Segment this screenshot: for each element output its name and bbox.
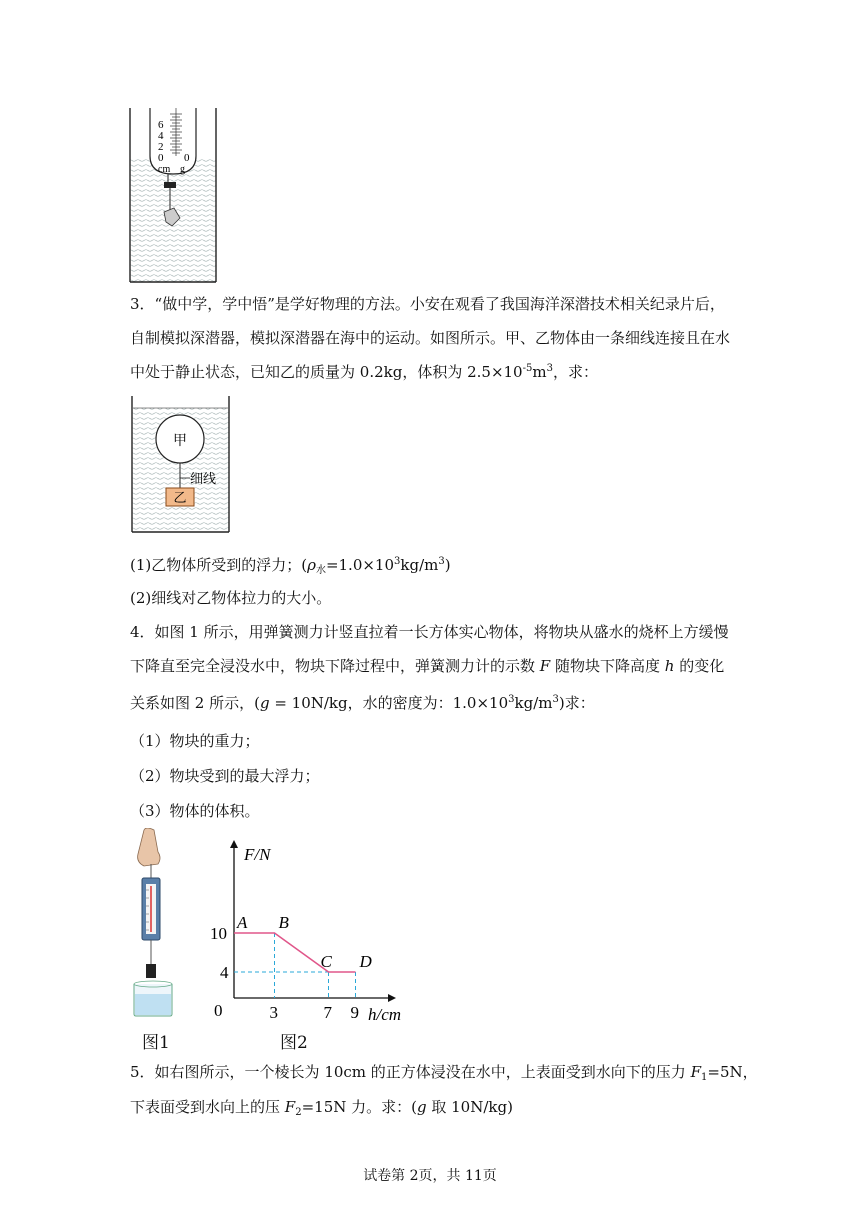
q5-line-2-text: 下表面受到水向上的压 — [130, 1098, 285, 1116]
q3-sub-1-value: =1.0×10 — [325, 556, 395, 574]
q4-sub-3: （3）物体的体积。 — [130, 802, 260, 820]
var-F1: F — [690, 1063, 701, 1081]
point-label-D: D — [359, 952, 372, 971]
q5-line-2-mid: =15N 力。求：( — [301, 1098, 417, 1116]
series-line — [234, 933, 356, 972]
q5-line-1 — [130, 1061, 758, 1083]
q3-line-2: 自制模拟深潜器，模拟深潜器在海中的运动。如图所示。甲、乙物体由一条细线连接且在水 — [130, 329, 731, 347]
var-F2: F — [284, 1098, 296, 1116]
q4-sub-1: （1）物块的重力； — [130, 732, 260, 750]
x-tick-label: 9 — [350, 1003, 359, 1022]
q3-sub-1-exp: 3 — [394, 556, 401, 567]
scale-tick-0: 0 — [158, 152, 164, 164]
q3-sub-1-text: (1)乙物体所受到的浮力；( — [130, 556, 308, 574]
x-axis-arrow — [388, 994, 396, 1002]
scale-tick-2: 2 — [158, 141, 164, 153]
q3-line-1: 3．“做中学，学中悟”是学好物理的方法。小安在观看了我国海洋深潜技术相关纪录片后， — [130, 295, 725, 313]
q4-line-2-mid: 随物块下降高度 — [550, 657, 665, 675]
scale-right-0: 0 — [184, 152, 190, 164]
q3-line-3-end: ，求： — [552, 363, 598, 381]
q4-sub-2: （2）物块受到的最大浮力； — [130, 767, 320, 785]
q3-line-3 — [130, 361, 598, 382]
y-axis-label: F/N — [244, 845, 271, 864]
var-F2-sub: 2 — [295, 1107, 302, 1118]
var-h: h — [664, 657, 675, 675]
scale-unit-cm: cm — [158, 164, 171, 175]
q4-unit: kg/m — [514, 694, 553, 712]
q4-line-3-g: = 10N/kg — [269, 694, 348, 712]
rho-subscript: 水 — [315, 565, 326, 576]
q3-unit: m — [532, 363, 547, 381]
q3-exp2: 3 — [546, 363, 553, 374]
point-label-A: A — [237, 913, 248, 932]
point-label-C: C — [320, 952, 332, 971]
q3-sub-1 — [130, 554, 451, 576]
label-jia: 甲 — [173, 434, 187, 449]
x-tick-label: 3 — [269, 1003, 278, 1022]
q4-line-3-end: )求： — [558, 694, 595, 712]
q5-line-2-end: 取 10N/kg) — [426, 1098, 513, 1116]
fh-chart — [206, 836, 416, 1026]
q3-line-3-text: 中处于静止状态，已知乙的质量为 0.2kg，体积为 2.5×10 — [130, 363, 523, 381]
q3-exp: -5 — [522, 363, 533, 374]
q4-line-2-text: 下降直至完全浸没水中，物块下降过程中，弹簧测力计的示数 — [130, 657, 540, 675]
q5-line-1-text: 5．如右图所示，一个棱长为 10cm 的正方体浸没在水中，上表面受到水向下的压力 — [130, 1063, 691, 1081]
q4-line-3 — [130, 692, 595, 713]
y-tick-label: 10 — [210, 924, 227, 943]
label-thread: 细线 — [190, 471, 217, 486]
point-label-B: B — [278, 913, 289, 932]
x-axis-label: h/cm — [368, 1005, 402, 1024]
q5-line-2 — [130, 1096, 513, 1118]
label-yi: 乙 — [173, 490, 187, 505]
q4-exp2: 3 — [552, 694, 559, 705]
y-tick-label: 4 — [220, 963, 229, 982]
q4-line-3-text: 关系如图 2 所示，( — [130, 694, 260, 712]
q4-exp: 3 — [508, 694, 515, 705]
q4-line-1: 4．如图 1 所示，用弹簧测力计竖直拉着一长方体实心物体，将物块从盛水的烧杯上方缓慢 — [130, 623, 729, 641]
q3-sub-1-end: ) — [444, 556, 451, 574]
x-tick-label: 7 — [323, 1003, 332, 1022]
var-g: g — [259, 694, 270, 712]
y-axis-arrow — [230, 840, 238, 848]
q3-sub-1-exp2: 3 — [438, 556, 445, 567]
scale-unit-g: g — [180, 164, 185, 175]
scale-tick-6: 6 — [158, 119, 164, 131]
scale-tick-4: 4 — [158, 130, 164, 142]
q4-figure-1 — [128, 828, 178, 1018]
q3-sub-1-unit: kg/m — [400, 556, 439, 574]
figure-2-caption: 图2 — [280, 1033, 308, 1053]
figure-1-caption: 图1 — [142, 1033, 170, 1053]
top-figure-spring-scale — [128, 108, 220, 284]
page-footer: 试卷第 2页，共 11页 — [363, 1168, 497, 1184]
q5-line-1-end: =5N， — [707, 1063, 758, 1081]
q3-sub-2: (2)细线对乙物体拉力的大小。 — [130, 589, 332, 607]
var-F: F — [539, 657, 551, 675]
origin-label: 0 — [214, 1001, 223, 1020]
var-F1-sub: 1 — [701, 1072, 708, 1083]
q4-line-2-end: 的变化 — [674, 657, 725, 675]
q4-line-3-density: ，水的密度为：1.0×10 — [347, 694, 509, 712]
q4-line-2 — [130, 655, 724, 676]
var-g-2: g — [416, 1098, 427, 1116]
q3-figure-beaker — [130, 396, 232, 534]
rho-symbol: ρ — [307, 556, 316, 574]
